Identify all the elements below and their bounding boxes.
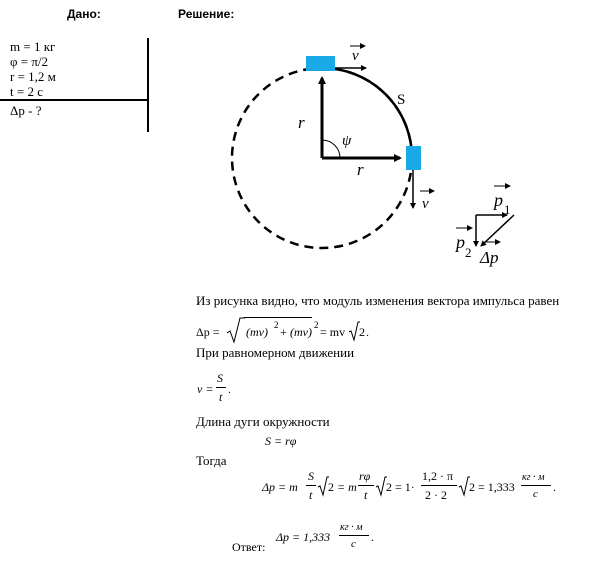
solution-line-1: Из рисунка видно, что модуль изменения вектора импульса равен xyxy=(196,293,560,308)
eq2-lhs: v = xyxy=(197,382,214,396)
eq4-f1-bar xyxy=(306,485,316,486)
answer-label: Ответ: xyxy=(232,540,266,554)
eq4-lhs: Δp = m xyxy=(262,480,298,494)
eq4-f2-denominator: t xyxy=(364,488,368,502)
eq2-fraction-bar xyxy=(216,387,226,388)
angle-arc xyxy=(322,140,340,158)
eq4-f2-numerator: rφ xyxy=(359,469,371,483)
eq2-numerator: S xyxy=(217,371,223,385)
given-title: Дано: xyxy=(67,7,101,21)
given-radius: r = 1,2 м xyxy=(10,69,56,84)
solution-title: Решение: xyxy=(178,7,235,21)
body-right xyxy=(406,146,421,170)
eq4-f1-denominator: t xyxy=(309,488,313,502)
eq4-unit-denominator: c xyxy=(533,488,538,500)
eq4-unit-numerator: кг · м xyxy=(522,472,545,483)
label-v-right: v xyxy=(422,196,429,212)
solution-line-2: При равномерном движении xyxy=(196,345,355,360)
label-p2-sub: 2 xyxy=(465,245,472,260)
eq1-exponent-2: 2 xyxy=(314,320,319,330)
eq1-sqrt-arg: 2 xyxy=(359,325,365,339)
body-top xyxy=(306,56,335,71)
eq1-radical-bar xyxy=(244,317,312,318)
eq4-f3-denominator: 2 · 2 xyxy=(425,488,447,502)
answer-unit-denominator: c xyxy=(351,538,356,550)
find-quantity: Δp - ? xyxy=(10,103,42,118)
label-p1: p xyxy=(494,190,503,210)
eq1-radical-icon xyxy=(226,316,246,344)
eq4-eq3: = 1· xyxy=(395,480,415,494)
eq1-plus: + xyxy=(280,325,287,339)
eq4-eq2: = m xyxy=(337,480,357,494)
eq4-f3-bar xyxy=(421,485,457,486)
eq1-term-1: (mv) xyxy=(246,325,268,339)
eq2-denominator: t xyxy=(219,390,223,404)
answer-end: . xyxy=(371,530,374,544)
solution-line-3: Длина дуги окружности xyxy=(196,414,330,429)
label-psi: ψ xyxy=(342,133,352,149)
eq4-f2-bar xyxy=(358,485,374,486)
eq4-f1-numerator: S xyxy=(308,469,314,483)
answer-lhs: Δp = 1,333 xyxy=(276,530,331,544)
label-p2: p xyxy=(456,232,465,252)
given-mass: m = 1 кг xyxy=(10,39,56,54)
eq1-term-2: (mv) xyxy=(290,325,312,339)
eq3-arc-length: S = rφ xyxy=(265,434,297,448)
label-v-top: v xyxy=(352,48,359,64)
answer-unit-numerator: кг · м xyxy=(340,522,363,533)
eq4-f3-numerator: 1,2 · π xyxy=(422,469,454,483)
eq1-exponent-1: 2 xyxy=(274,320,279,330)
label-delta-p: Δp xyxy=(480,248,499,267)
label-p1-sub: 1 xyxy=(504,202,511,217)
label-r-vertical: r xyxy=(298,113,305,132)
eq4-sqrt-arg-1: 2 xyxy=(328,480,334,494)
eq4-result: = 1,333 xyxy=(478,480,515,494)
eq1-rhs: = mv xyxy=(320,325,346,339)
eq4-unit-bar xyxy=(521,485,551,486)
eq4-end: . xyxy=(553,480,556,494)
given-angle: φ = π/2 xyxy=(10,54,49,69)
label-arc-s: S xyxy=(397,92,406,108)
eq4-sqrt-arg-3: 2 xyxy=(469,480,475,494)
eq2-end: . xyxy=(228,382,231,396)
eq4-sqrt-arg-2: 2 xyxy=(386,480,392,494)
eq1-end: . xyxy=(366,325,369,339)
given-time: t = 2 с xyxy=(10,84,43,99)
eq1-lhs: Δp = xyxy=(196,325,220,339)
answer-unit-bar xyxy=(339,535,369,536)
solution-line-4: Тогда xyxy=(196,453,227,468)
delta-p-vector xyxy=(481,215,514,246)
label-r-horizontal: r xyxy=(357,160,364,179)
